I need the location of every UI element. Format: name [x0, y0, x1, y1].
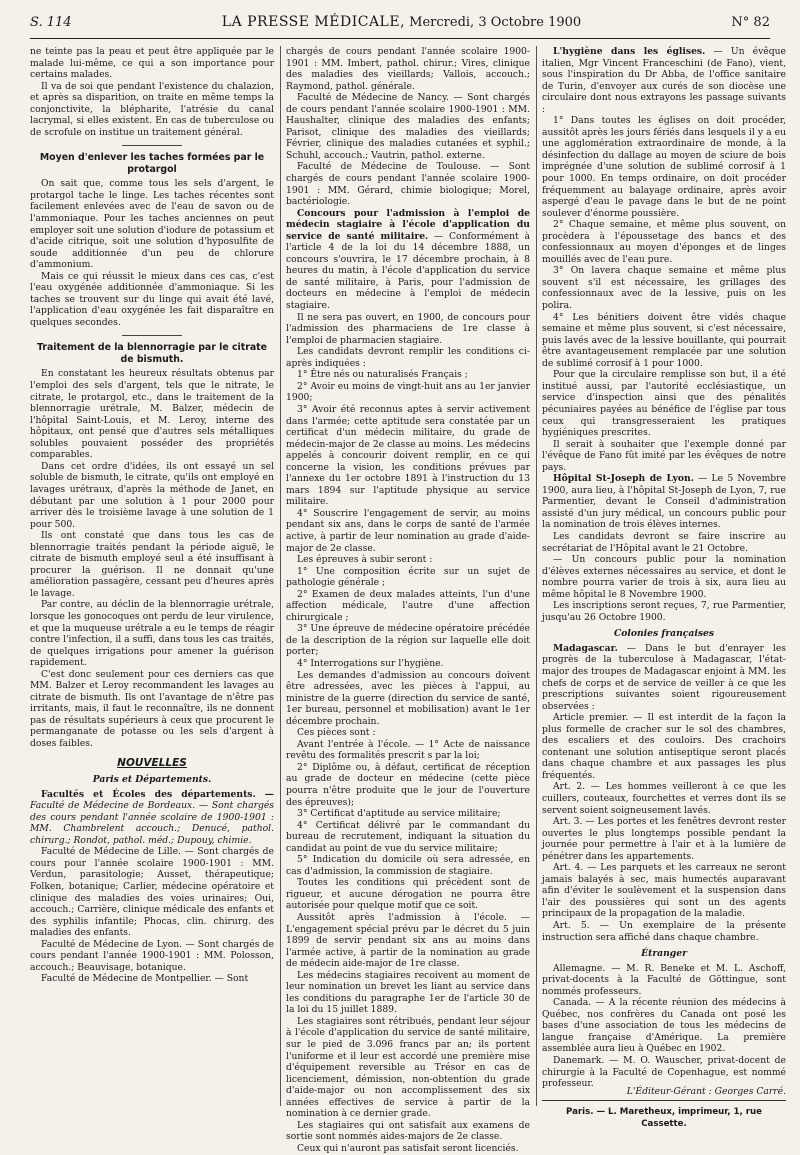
- paragraph: Canada. — A la récente réunion des médecins à Québec, nos confrères du Canada ont posé les bases d'une association de tous les médecins de langue française d'Amérique. La première assemblée aura lieu à Québec en 1902.: [542, 997, 786, 1055]
- paragraph: [542, 46, 786, 115]
- header-rule: [30, 38, 770, 39]
- paragraph: 2° Avoir eu moins de vingt-huit ans au 1er janvier 1900;: [286, 380, 530, 404]
- paragraph: 2° Diplôme ou, à défaut, certificat de réception au grade de docteur en médecine (cette pièce pourra n'être produite que le jour de l'ouverture des épreuves);: [286, 761, 530, 808]
- page-number: S. 114: [30, 15, 72, 30]
- paragraph: Les stagiaires qui ont satisfait aux examens de sortie sont nommés aides-majors de 2e classe.: [286, 1119, 530, 1143]
- paragraph: Ces pièces sont :: [297, 727, 376, 739]
- paragraph: Aussitôt après l'admission à l'école. — L'engagement spécial prévu par le décret du 5 juin 1899 de servir pendant six ans au moins dans l'armée active, à partir de la nomination au grade de médecin aide-major de 1re classe.: [286, 912, 530, 970]
- paragraph: 3° Certificat d'aptitude au service militaire;: [297, 808, 501, 820]
- paragraph: 4° Interrogations sur l'hygiène.: [297, 657, 444, 669]
- subsection-title: Colonies françaises: [613, 628, 715, 640]
- paragraph: 4° Les bénitiers doivent être vidés chaque semaine et même plus souvent, si c'est nécessaire, puis lavés avec de la lessive bouillante, qui pourrait être avantageusement remplacée par une solution de sublimé corrosif à 1 pour 1000.: [542, 311, 786, 369]
- paragraph: 3° Avoir été reconnus aptes à servir activement dans l'armée; cette aptitude sera constatée par un certificat d'un médecin militaire, du grade de médecin-major de 2e classe au moins. Les médecins appelés à concourir doivent remplir, en ce qui concerne la vision, les conditions prévues par l'annexe du 1er octobre 1891 à l'instruction du 13 mars 1894 sur l'aptitude physique au service militaire.: [286, 403, 530, 508]
- paragraph: Faculté de Médecine de Montpellier. — Sont: [41, 973, 249, 985]
- issue-date: Mercredi, 3 Octobre 1900: [409, 15, 582, 30]
- masthead: [222, 14, 581, 30]
- paragraph: Les épreuves à subir seront :: [297, 554, 433, 566]
- paragraph: Danemark. — M. O. Wauscher, privat-docent de chirurgie à la Faculté de Copenhague, est nommé professeur.: [542, 1055, 786, 1090]
- paragraph: [542, 473, 786, 531]
- paragraph: Ils ont constaté que dans tous les cas de blennorragie traités pendant la période aiguë, le citrate de bismuth employé seul a été insuffisant à procurer la guérison. Il ne donnait qu'une amélioration passagère, cessant peu d'heures après le lavage.: [30, 530, 274, 599]
- paragraph: [542, 643, 786, 712]
- paragraph: Art. 2. — Les hommes veilleront à ce que les cuillers, couteaux, fourchettes et verres dont ils se servent soient soigneusement lavés.: [542, 781, 786, 816]
- paragraph: 4° Souscrire l'engagement de servir, au moins pendant six ans, dans le corps de santé de l'armée active, à partir de leur nomination au grade d'aide-major de 2e classe.: [286, 507, 530, 554]
- paragraph: 3° On lavera chaque semaine et même plus souvent s'il est nécessaire, les grillages des confessionnaux avec de la lessive, puis on les polira.: [542, 265, 786, 312]
- paragraph: Avant l'entrée à l'école. — 1° Acte de naissance revêtu des formalités prescrit s par la loi;: [286, 738, 530, 762]
- paragraph: Art. 5. — Un exemplaire de la présente instruction sera affiché dans chaque chambre.: [542, 920, 786, 943]
- paragraph: Les stagiaires sont rétribués, pendant leur séjour à l'école d'application du service de santé militaire, sur le pied de 3.096 francs par an; ils portent l'uniforme et il leur est accordé une première mise d'équipement reversible au Trésor en cas de licenciement, démission, non-obtention du grade d'aide-major ou non accomplissement des six années effectives de service à partir de la nomination à ce dernier grade.: [286, 1015, 530, 1120]
- column-divider: [280, 46, 281, 1106]
- paragraph: [30, 789, 274, 847]
- lead-in: L'hygiène dans les églises.: [553, 46, 706, 57]
- page-header: [30, 14, 770, 36]
- journal-title: LA PRESSE MÉDICALE,: [221, 14, 406, 30]
- paragraph-body: Faculté de Médecine de Bordeaux. — Sont chargés des cours pendant l'année scolaire de 1900-1901 : MM. Chambrelent accouch.; Denucé, pathol. chirurg.; Rondot, pathol. méd.; Dupouy, chimie.: [30, 800, 274, 846]
- paragraph: C'est donc seulement pour ces derniers cas que MM. Balzer et Leroy recommandent les lavages au citrate de bismuth. Ils ont l'avantage de n'être pas irritants, mais, il faut le reconnaître, ils ne donnent pas de résultats supérieurs à ceux que procurent le permanganate de potasse ou les sels d'argent à doses faibles.: [30, 668, 274, 749]
- paragraph: Art. 4. — Les parquets et les carreaux ne seront jamais balayés à sec, mais humectés auparavant afin d'éviter le soulèvement et la suspension dans l'air des poussières qui sont un des agents principaux de la propagation de la maladie.: [542, 862, 786, 920]
- paragraph: Les inscriptions seront reçues, 7, rue Parmentier, jusqu'au 26 Octobre 1900.: [542, 600, 786, 623]
- paragraph: [286, 208, 530, 312]
- column-1: [30, 46, 274, 985]
- paragraph: On sait que, comme tous les sels d'argent, le protargol tache le linge. Les taches récentes sont facilement enlevées avec de l'eau de savon ou de l'ammoniaque. Pour les taches anciennes on peut employer soit une solution d'iodure de potassium et d'acide citrique, soit une solution d'hyposulfite de soude additionnée d'un peu de chlorure d'ammonium.: [30, 178, 274, 271]
- paragraph: Faculté de Médecine de Lille. — Sont chargés de cours pour l'année scolaire 1900-1901 : MM. Verdun, parasitologie; Ausset, thérapeutique; Folken, botanique; Carlier, médecine opératoire et clinique des maladies des voies urinaires; Oui, accouch.; Carrière, clinique médicale des enfants et des syphilis infantile; Phocas, clin. chirurg. des maladies des enfants.: [30, 846, 274, 939]
- paragraph: Les médecins stagiaires recoivent au moment de leur nomination un brevet les liant au service dans les conditions du paragraphe 1er de l'article 30 de la loi du 15 juillet 1889.: [286, 969, 530, 1016]
- lead-in: Facultés et Écoles des départements. —: [41, 788, 274, 800]
- paragraph-body: — Un évêque italien, Mgr Vincent Franceschini (de Fano), vient, sous l'inspiration du Dr Abba, de l'office sanitaire de Turin, d'envoyer aux curés de son diocèse une circulaire dont nous extrayons les passage suivants :: [542, 46, 786, 115]
- paragraph-body: — Dans le but d'enrayer les progrès de la tuberculose à Madagascar, l'état-major des troupes de Madagascar enjoint à MM. les chefs de corps et de service de veiller à ce que les prescriptions suivantes soient rigoureusement observées :: [542, 642, 786, 712]
- paragraph: 2° Examen de deux malades atteints, l'un d'une affection médicale, l'autre d'une affection chirurgicale ;: [286, 588, 530, 623]
- lead-in: Madagascar.: [553, 642, 618, 654]
- paragraph: Faculté de Médecine de Lyon. — Sont chargés de cours pendant l'année 1900-1901 : MM. Polosson, accouch.; Beauvisage, botanique.: [30, 938, 274, 973]
- paragraph: Art. 3. — Les portes et les fenêtres devront rester ouvertes le plus longtemps possible pendant la journée pour permettre à l'air et à la lumière de pénétrer dans les appartements.: [542, 816, 786, 862]
- paragraph: Mais ce qui réussit le mieux dans ces cas, c'est l'eau oxygénée additionnée d'ammoniaque. Si les taches se trouvent sur du linge qui avait été lavé, l'application d'eau oxygénée les fait disparaître en quelques secondes.: [30, 270, 274, 328]
- paragraph: Pour que la circulaire remplisse son but, il a été institué aussi, par l'autorité ecclésiastique, un service d'inspection ainsi que des pénalités pécuniaires payées au bénéfice de l'église par tous ceux qui transgresseraient les pratiques hygiéniques prescrites.: [542, 369, 786, 439]
- lead-in: Concours pour l'admission à l'emploi de médecin stagiaire à l'école d'application du service de santé militaire.: [286, 207, 530, 242]
- editor-credit: L'Éditeur-Gérant : Georges Carré.: [626, 1086, 786, 1097]
- paragraph: chargés de cours pendant l'année scolaire 1900-1901 : MM. Imbert, pathol. chirur.; Vires, clinique des maladies des vieillards; Vallois, accouch.; Raymond, pathol. générale.: [286, 46, 530, 92]
- paragraph: Les demandes d'admission au concours doivent être adressées, avec les pièces à l'appui, au ministre de la guerre (direction du service de santé, 1er bureau, personnel et mobilisation) avant le 1er décembre prochain.: [286, 669, 530, 727]
- paragraph-body: — Conformément à l'article 4 de la loi du 14 décembre 1888, un concours s'ouvrira, le 17 décembre prochain, à 8 heures du matin, à l'école d'application du service de santé militaire, à Paris, pour l'admission de docteurs en médecine à l'emploi de médecin stagiaire.: [286, 230, 531, 312]
- paragraph: 1° Être nés ou naturalisés Français ;: [297, 369, 468, 381]
- paragraph-body: — Le 5 Novembre 1900, aura lieu, à l'hôpital St-Joseph de Lyon, 7, rue Parmentier, devant le Conseil d'administration assisté d'un jury médical, un concours public pour la nomination de trois élèves internes.: [542, 473, 786, 531]
- paragraph: 4° Certificat délivré par le commandant du bureau de recrutement, indiquant la situation du candidat au point de vue du service militaire;: [286, 819, 530, 854]
- paragraph: 2° Chaque semaine, et même plus souvent, on procèdera à l'époussetage des bancs et des confessionnaux au moyen d'éponges et de linges mouillés avec de l'eau pure.: [542, 219, 786, 265]
- divider: [122, 145, 182, 146]
- paragraph: Il ne sera pas ouvert, en 1900, de concours pour l'admission des pharmaciens de 1re classe à l'emploi de pharmacien stagiaire.: [286, 311, 530, 346]
- paragraph: Toutes les conditions qui précèdent sont de rigueur, et aucune dérogation ne pourra être autorisée pour quelque motif que ce soit.: [286, 877, 530, 912]
- paragraph: Article premier. — Il est interdit de la façon la plus formelle de cracher sur le sol des chambres, des escaliers et des couloirs. Des crachoirs contenant une solution antiseptique seront placés dans chaque chambre et aux passages les plus fréquentés.: [542, 712, 786, 781]
- subsection-title: Étranger: [641, 948, 687, 960]
- paragraph: ne teinte pas la peau et peut être appliquée par le malade lui-même, ce qui a son importance pour certains malades.: [30, 46, 274, 81]
- column-divider: [536, 46, 537, 1106]
- divider: [122, 335, 182, 336]
- printer-credit: Paris. — L. Maretheux, imprimeur, 1, rue Cassette.: [566, 1107, 762, 1129]
- paragraph: Faculté de Médecine de Toulouse. — Sont chargés de cours pendant l'année scolaire 1900-1901 : MM. Gérard, chimie biologique; Morel, bactériologie.: [286, 161, 530, 208]
- paragraph: 1° Une composition écrite sur un sujet de pathologie générale ;: [286, 565, 530, 589]
- paragraph: Par contre, au déclin de la blennorragie urétrale, lorsque les gonocoques ont perdu de leur virulence, et que la muqueuse urétrale a eu le temps de réagir contre l'infection, il a suffi, dans tous les cas traités, de quelques irrigations pour amener la guérison rapidement.: [30, 599, 274, 669]
- paragraph: Ceux qui n'auront pas satisfait seront licenciés.: [297, 1142, 519, 1154]
- footer-rule: [542, 1100, 786, 1101]
- news-heading: NOUVELLES: [117, 756, 187, 769]
- section-title: Moyen d'enlever les taches formées par le protargol: [39, 152, 265, 175]
- paragraph: Les candidats devront remplir les conditions ci-après indiquées :: [286, 346, 530, 369]
- paragraph: En constatant les heureux résultats obtenus par l'emploi des sels d'argent, tels que le nitrate, le citrate, le protargol, etc., dans le traitement de la blennorragie urétrale, M. Balzer, médecin de l'hôpital Saint-Louis, et M. Leroy, interne des hôpitaux, ont pensé que d'autres sels métalliques solubles pouvaient posséder des propriétés comparables.: [30, 368, 274, 461]
- subsection-title: Paris et Départements.: [92, 774, 212, 786]
- column-2: [286, 46, 530, 1155]
- paragraph: Il serait à souhaiter que l'exemple donné par l'évêque de Fano fût imité par les évêques de notre pays.: [542, 438, 786, 473]
- paragraph: Il va de soi que pendant l'existence du chalazion, et après sa disparition, on traite en même temps la conjonctivite, la blépharite, l'atrésie du canal lacrymal, si elles existent. En cas de tuberculose ou de scrofule on institue un traitement général.: [30, 80, 274, 138]
- paragraph: Dans cet ordre d'idées, ils ont essayé un sel soluble de bismuth, le citrate, qu'ils ont employé en lavages urétraux, d'après la méthode de Janet, en débutant par une solution à 1 pour 2000 pour arriver dès le troisième lavage à une solution de 1 pour 500.: [30, 460, 274, 530]
- lead-in: Hôpital St-Joseph de Lyon.: [553, 473, 694, 485]
- paragraph: 1° Dans toutes les églises on doit procéder, aussitôt après les jours fériés dans lesquels il y a eu une agglomération extraordinaire de monde, à la désinfection du dallage au moyen de sciure de bois imprégnée d'une solution de sublimé corrosif à 1 pour 1000. En temps ordinaire, on doit procéder fréquemment au balayage ordinaire, après avoir aspergé d'eau le pavage dans le but de ne point soulever d'énorme poussière.: [542, 115, 786, 219]
- paragraph: — Un concours public pour la nomination d'élèves externes nécessaires au service, et dont le nombre pourra varier de trois à six, aura lieu au même hôpital le 8 Novembre 1900.: [542, 554, 786, 600]
- paragraph: Les candidats devront se faire inscrire au secrétariat de l'Hôpital avant le 21 Octobre.: [542, 530, 786, 554]
- column-3: [542, 46, 786, 1090]
- section-title: Traitement de la blennorragie par le citrate de bismuth.: [36, 342, 268, 365]
- paragraph: 5° Indication du domicile où sera adressée, en cas d'admission, la commission de stagiaire.: [286, 854, 530, 877]
- issue-number: N° 82: [731, 15, 770, 30]
- paragraph: 3° Une épreuve de médecine opératoire précédée de la description de la région sur laquelle elle doit porter;: [286, 623, 530, 658]
- paragraph: Faculté de Médecine de Nancy. — Sont chargés de cours pendant l'année scolaire 1900-1901 : MM. Haushalter, clinique des maladies des enfants; Parisot, clinique des maladies des vieillards; Février, clinique des maladies cutanées et syphil.; Schuhl, accouch.; Vautrin, pathol. externe.: [286, 92, 530, 161]
- paragraph: Allemagne. — M. R. Beneke et M. L. Aschoff, privat-docents à la Faculté de Göttingue, sont nommés professeurs.: [542, 962, 786, 997]
